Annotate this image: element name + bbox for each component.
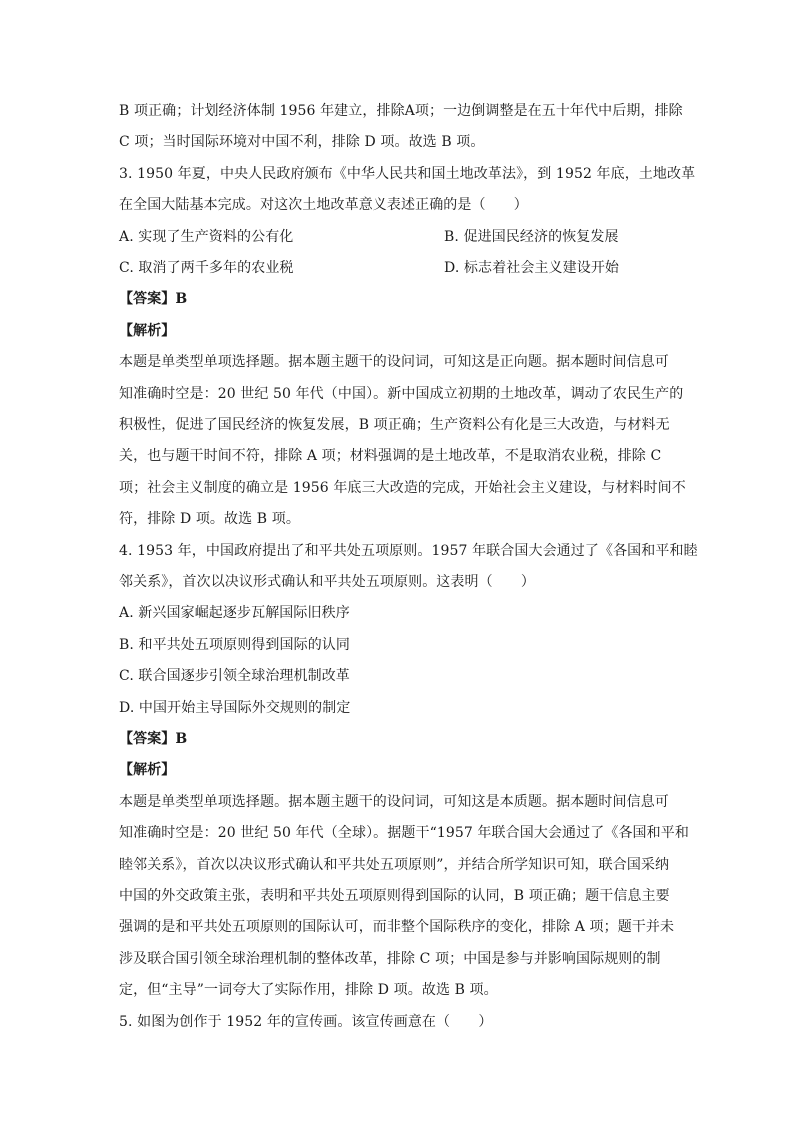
question-3-analysis-title: 【解析】 xyxy=(119,323,176,339)
question-3-option-b: B. 促进国民经济的恢复发展 xyxy=(444,229,619,245)
analysis-line: 知准确时空是：20 世纪 50 年代（中国）。新中国成立初期的土地改革，调动了农民生产的 xyxy=(119,386,684,402)
analysis-line: 积极性，促进了国民经济的恢复发展，B 项正确；生产资料公有化是三大改造，与材料无 xyxy=(119,417,670,433)
question-4-option-b: B. 和平共处五项原则得到国际的认同 xyxy=(119,637,350,653)
question-4-answer: 【答案】B xyxy=(119,731,188,747)
analysis-line: 中国的外交政策主张，表明和平共处五项原则得到国际的认同，B 项正确；题干信息主要 xyxy=(119,888,670,904)
question-3-option-a: A. 实现了生产资料的公有化 xyxy=(119,229,294,245)
analysis-line: 涉及联合国引领全球治理机制的整体改革，排除 C 项；中国是参与并影响国际规则的制 xyxy=(119,951,661,967)
text-line: B 项正确；计划经济体制 1956 年建立，排除A项；一边倒调整是在五十年代中后期，排除 xyxy=(119,103,683,119)
question-3-stem: 在全国大陆基本完成。对这次土地改革意义表述正确的是（ ） xyxy=(119,197,528,213)
question-4-stem: 4. 1953 年，中国政府提出了和平共处五项原则。1957 年联合国大会通过了《各国和平和睦 xyxy=(119,543,698,559)
analysis-line: 睦邻关系》，首次以决议形式确认和平共处五项原则”，并结合所学知识可知，联合国采纳 xyxy=(119,857,670,873)
question-5-stem: 5. 如图为创作于 1952 年的宣传画。该宣传画意在（ ） xyxy=(119,1014,493,1030)
analysis-line: 关，也与题干时间不符，排除 A 项；材料强调的是土地改革，不是取消农业税，排除 C xyxy=(119,448,662,464)
text-line: C 项；当时国际环境对中国不利，排除 D 项。故选 B 项。 xyxy=(119,134,485,150)
question-4-option-d: D. 中国开始主导国际外交规则的制定 xyxy=(119,700,351,716)
question-4-analysis-title: 【解析】 xyxy=(119,762,176,778)
analysis-line: 项；社会主义制度的确立是 1956 年底三大改造的完成，开始社会主义建设，与材料时间不 xyxy=(119,480,686,496)
analysis-line: 定，但“主导”一词夸大了实际作用，排除 D 项。故选 B 项。 xyxy=(119,982,498,998)
question-3-option-d: D. 标志着社会主义建设开始 xyxy=(444,260,620,276)
analysis-line: 本题是单类型单项选择题。据本题主题干的设问词，可知这是正向题。据本题时间信息可 xyxy=(119,354,669,370)
question-4-stem: 邻关系》，首次以决议形式确认和平共处五项原则。这表明（ ） xyxy=(119,574,535,590)
analysis-line: 本题是单类型单项选择题。据本题主题干的设问词，可知这是本质题。据本题时间信息可 xyxy=(119,794,669,810)
analysis-line: 知准确时空是：20 世纪 50 年代（全球）。据题干“1957 年联合国大会通过了《各国和平和 xyxy=(119,825,689,841)
analysis-line: 强调的是和平共处五项原则的国际认可，而非整个国际秩序的变化，排除 A 项；题干并未 xyxy=(119,919,675,935)
analysis-line: 符，排除 D 项。故选 B 项。 xyxy=(119,511,300,527)
question-3-answer: 【答案】B xyxy=(119,291,188,307)
question-4-option-a: A. 新兴国家崛起逐步瓦解国际旧秩序 xyxy=(119,605,350,621)
question-3-option-c: C. 取消了两千多年的农业税 xyxy=(119,260,294,276)
question-3-stem: 3. 1950 年夏，中央人民政府颁布《中华人民共和国土地改革法》，到 1952 年底，土地改革 xyxy=(119,166,696,182)
question-4-option-c: C. 联合国逐步引领全球治理机制改革 xyxy=(119,668,350,684)
